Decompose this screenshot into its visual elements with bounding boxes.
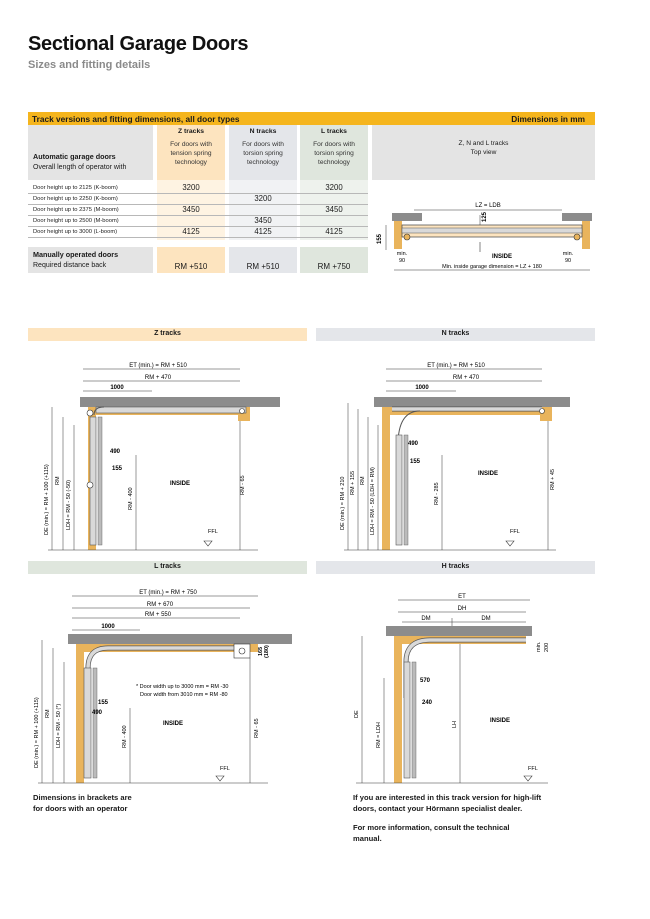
band-z-tracks: Z tracks — [28, 328, 307, 341]
cell-z: 3450 — [182, 205, 200, 214]
band-h-tracks: H tracks — [316, 561, 595, 574]
l-et: ET (min.) = RM + 750 — [139, 590, 197, 596]
table-header-right: Dimensions in mm — [511, 114, 585, 124]
l-180: (180) — [264, 645, 270, 658]
n-490: 490 — [408, 441, 419, 447]
auto-doors-sub: Overall length of operator with — [33, 164, 127, 171]
manual-sub: Required distance back — [33, 262, 107, 269]
auto-doors-label: Automatic garage doors — [33, 152, 116, 161]
note-right-line3: For more information, consult the technical — [353, 823, 510, 832]
z-490: 490 — [110, 449, 121, 455]
l-note2: Door width from 3010 mm = RM -80 — [140, 692, 228, 698]
n-de: DE (min.) = RM + 210 — [340, 476, 346, 530]
l-de: DE (min.) = RM + 100 (+115) — [34, 697, 40, 768]
h-ffl: FFL — [528, 766, 538, 772]
row-divider — [28, 237, 368, 238]
col-n-tracks — [229, 125, 297, 180]
n-rm470: RM + 470 — [452, 375, 480, 381]
z-155: 155 — [112, 466, 123, 472]
table-header — [28, 112, 595, 125]
n-155: 155 — [410, 459, 421, 465]
h-dm1: DM — [421, 616, 431, 622]
cell-n: 4125 — [254, 227, 272, 236]
cell-l: 3450 — [325, 205, 343, 214]
l-490: 490 — [92, 710, 103, 716]
z-inside: INSIDE — [169, 481, 191, 487]
topview-155: 155 — [377, 233, 383, 244]
band-l-tracks: L tracks — [28, 561, 307, 574]
h-et: ET — [458, 594, 466, 600]
z-1000: 1000 — [110, 385, 124, 391]
n-rm: RM — [360, 476, 366, 485]
h-dh: DH — [457, 606, 467, 612]
col-z-name: Z tracks — [177, 128, 205, 135]
cell-l: 3200 — [325, 183, 343, 192]
note-right — [353, 792, 541, 844]
cell-n: 3200 — [254, 194, 272, 203]
cell-l: 4125 — [325, 227, 343, 236]
h-dm2: DM — [481, 616, 491, 622]
topview-header — [372, 125, 595, 180]
manual-l: RM +750 — [300, 247, 368, 273]
col-l-name: L tracks — [321, 128, 347, 135]
h-rmldh: RM = LDH — [376, 722, 382, 748]
h-min: min. — [536, 641, 542, 652]
col-l-desc2: torsion spring — [314, 150, 354, 157]
topview-bottom: Min. inside garage dimension = LZ + 180 — [442, 264, 542, 270]
l-inside: INSIDE — [162, 721, 184, 727]
n-et: ET (min.) = RM + 510 — [427, 363, 485, 369]
row-label: Door height up to 2500 (M-boom) — [33, 218, 119, 224]
row-label: Door height up to 3000 (L-boom) — [33, 229, 118, 235]
h-de: DE — [354, 710, 360, 718]
col-z-desc3: technology — [175, 159, 207, 166]
row-divider — [28, 215, 368, 216]
cell-n: 3450 — [254, 216, 272, 225]
l-rm: RM — [45, 709, 51, 718]
l-note1: * Door width up to 3000 mm = RM -30 — [136, 684, 229, 690]
topview-min-left: min. — [396, 251, 408, 257]
h-570: 570 — [420, 678, 431, 684]
col-n-desc1: For doors with — [242, 141, 284, 148]
col-n-name: N tracks — [249, 128, 277, 135]
l-155: 155 — [98, 700, 109, 706]
col-l-desc3: technology — [318, 159, 350, 166]
l-1000: 1000 — [101, 624, 115, 630]
z-rm400: RM - 400 — [128, 487, 134, 510]
n-ldh: LDH = RM - 50 (LDH = RM) — [370, 467, 376, 535]
l-rm400: RM - 400 — [122, 725, 128, 748]
note-left — [33, 792, 132, 814]
note-left-line2: for doors with an operator — [33, 804, 128, 813]
table-header-left: Track versions and fitting dimensions, all door types — [32, 114, 240, 124]
z-ffl: FFL — [208, 529, 218, 535]
topview-min-right: min. — [562, 251, 574, 257]
h-200: 200 — [544, 642, 550, 652]
topview-lz: LZ = LDB — [475, 203, 501, 209]
n-inside: INSIDE — [477, 471, 499, 477]
col-n-desc2: torsion spring — [243, 150, 283, 157]
h-lh: LH — [452, 720, 458, 728]
row-label: Door height up to 2250 (K-boom) — [33, 196, 118, 202]
z-ldh: LDH = RM - 50 (-50) — [66, 480, 72, 530]
l-165: 165 — [258, 646, 264, 656]
l-tracks-diagram — [28, 578, 307, 788]
col-l-tracks — [300, 125, 368, 180]
manual-z: RM +510 — [157, 247, 225, 273]
row-label: Door height up to 2375 (M-boom) — [33, 207, 119, 213]
note-left-line1: Dimensions in brackets are — [33, 793, 132, 802]
l-ldh: LDH = RM - 50 (*) — [56, 703, 62, 748]
l-rm550: RM + 550 — [144, 612, 172, 618]
z-et: ET (min.) = RM + 510 — [129, 363, 187, 369]
z-rm470: RM + 470 — [144, 375, 172, 381]
topview-inside: INSIDE — [491, 254, 513, 260]
n-ffl: FFL — [510, 529, 520, 535]
topview-min-right-val: 90 — [564, 258, 572, 264]
l-rm670: RM + 670 — [146, 602, 174, 608]
col-l-desc1: For doors with — [313, 141, 355, 148]
note-right-line2: doors, contact your Hörmann specialist dealer. — [353, 804, 523, 813]
n-rm285: RM - 285 — [434, 482, 440, 505]
topview-125: 125 — [482, 211, 488, 222]
band-n-tracks: N tracks — [316, 328, 595, 341]
page-subtitle: Sizes and fitting details — [28, 59, 151, 71]
h-tracks-diagram — [316, 578, 595, 788]
note-right-line4: manual. — [353, 834, 382, 843]
l-ffl: FFL — [220, 766, 230, 772]
topview-diagram — [372, 180, 595, 280]
z-rm65: RM - 65 — [240, 475, 246, 495]
n-rm45: RM + 45 — [550, 469, 556, 490]
row-label: Door height up to 2125 (K-boom) — [33, 185, 118, 191]
manual-label: Manually operated doors — [33, 250, 119, 259]
n-tracks-diagram — [316, 345, 595, 555]
h-240: 240 — [422, 700, 433, 706]
note-right-line1: If you are interested in this track version for high-lift — [353, 793, 542, 802]
cell-z: 3200 — [182, 183, 200, 192]
n-rm155: RM + 155 — [350, 471, 356, 495]
z-de: DE (min.) = RM + 100 (+115) — [44, 464, 50, 535]
col-z-tracks — [157, 125, 225, 180]
l-rm65: RM - 65 — [254, 718, 260, 738]
page-title: Sectional Garage Doors — [28, 33, 249, 55]
n-1000: 1000 — [415, 385, 429, 391]
col-n-desc3: technology — [247, 159, 279, 166]
cell-z: 4125 — [182, 227, 200, 236]
row-divider — [28, 193, 368, 194]
col-z-desc2: tension spring — [170, 150, 212, 157]
topview-min-left-val: 90 — [398, 258, 406, 264]
h-inside: INSIDE — [489, 718, 511, 724]
col-z-desc1: For doors with — [170, 141, 212, 148]
z-rm: RM — [55, 476, 61, 485]
z-tracks-diagram — [28, 345, 307, 555]
topview-line1: Z, N and L tracks — [458, 140, 509, 147]
manual-n: RM +510 — [229, 247, 297, 273]
topview-line2: Top view — [470, 149, 497, 156]
